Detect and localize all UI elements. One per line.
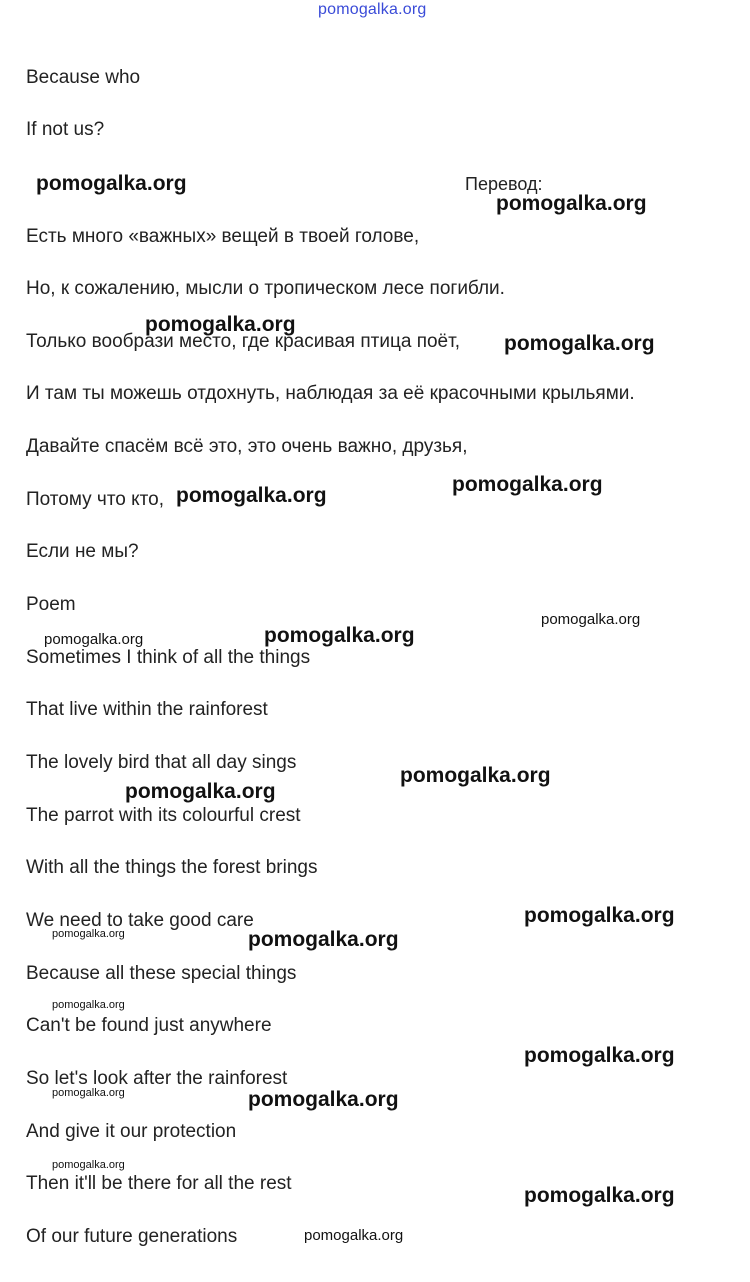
poem-line-10: And give it our protection	[26, 1121, 237, 1142]
poem-line-1: Sometimes I think of all the things	[26, 647, 311, 668]
watermark: pomogalka.org	[44, 631, 144, 648]
poem-line-8: Can't be found just anywhere	[26, 1015, 272, 1036]
poem-line-9: So let's look after the rainforest	[26, 1068, 288, 1089]
translation-line-6: Потому что кто,	[26, 489, 165, 510]
translation-line-2: Но, к сожалению, мысли о тропическом лесе погибли.	[26, 278, 505, 299]
watermark: pomogalka.org	[452, 473, 603, 496]
poem-line-12: Of our future generations	[26, 1226, 238, 1247]
translation-label: Перевод:	[465, 174, 543, 194]
watermark: pomogalka.org	[541, 611, 641, 628]
watermark: pomogalka.org	[248, 1088, 399, 1111]
translation-line-1: Есть много «важных» вещей в твоей голове,	[26, 226, 420, 247]
watermark: pomogalka.org	[496, 192, 647, 215]
watermark: pomogalka.org	[400, 764, 551, 787]
watermark: pomogalka.org	[264, 624, 415, 647]
watermark: pomogalka.org	[524, 1044, 675, 1067]
poem-intro-line-2: If not us?	[26, 119, 105, 140]
site-watermark-top[interactable]: pomogalka.org	[318, 1, 427, 18]
watermark: pomogalka.org	[52, 1087, 125, 1099]
watermark: pomogalka.org	[524, 904, 675, 927]
poem-title: Poem	[26, 594, 76, 615]
translation-line-7: Если не мы?	[26, 541, 139, 562]
watermark: pomogalka.org	[52, 999, 125, 1011]
poem-line-6: We need to take good care	[26, 910, 254, 931]
watermark: pomogalka.org	[52, 1159, 125, 1171]
watermark: pomogalka.org	[125, 780, 276, 803]
watermark: pomogalka.org	[248, 928, 399, 951]
poem-line-11: Then it'll be there for all the rest	[26, 1173, 292, 1194]
translation-line-4: И там ты можешь отдохнуть, наблюдая за её красочными крыльями.	[26, 383, 635, 404]
poem-intro-line-1: Because who	[26, 67, 141, 88]
watermark: pomogalka.org	[145, 313, 296, 336]
poem-line-7: Because all these special things	[26, 963, 297, 984]
poem-line-3: The lovely bird that all day sings	[26, 752, 297, 773]
watermark: pomogalka.org	[504, 332, 655, 355]
poem-line-4: The parrot with its colourful crest	[26, 805, 301, 826]
poem-line-2: That live within the rainforest	[26, 699, 268, 720]
watermark: pomogalka.org	[524, 1184, 675, 1207]
translation-line-5: Давайте спасём всё это, это очень важно, друзья,	[26, 436, 468, 457]
watermark: pomogalka.org	[36, 172, 187, 195]
watermark: pomogalka.org	[52, 928, 125, 940]
translation-line-3: Только вообрази место, где красивая птица поёт,	[26, 331, 461, 352]
watermark: pomogalka.org	[176, 484, 327, 507]
poem-line-5: With all the things the forest brings	[26, 857, 318, 878]
watermark: pomogalka.org	[304, 1227, 404, 1244]
